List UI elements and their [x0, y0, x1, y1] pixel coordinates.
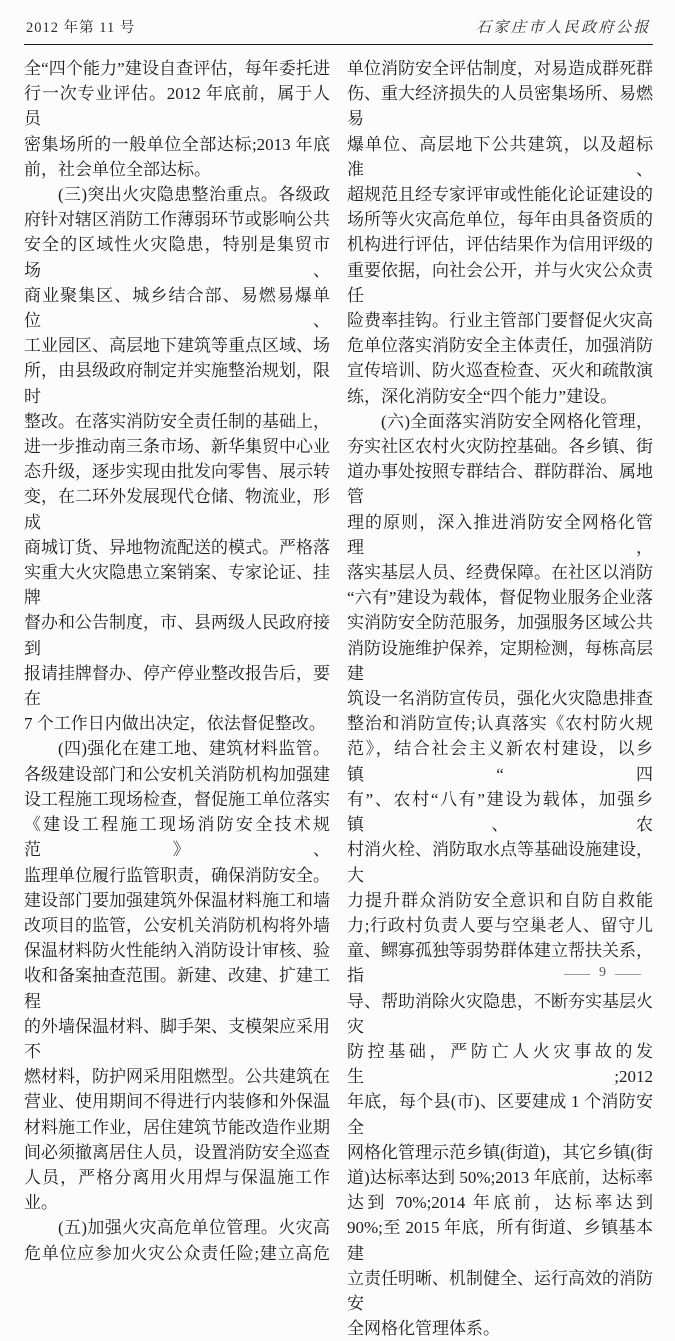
- text-line: 爆单位、高层地下公共建筑，以及超标准、: [347, 134, 653, 179]
- left-column: [24, 56, 330, 1341]
- text-line: 险费率挂钩。行业主管部门要督促火灾高: [347, 311, 653, 331]
- text-line: 力提升群众消防安全意识和自防自救能: [347, 890, 653, 910]
- text-line: 超规范且经专家评审或性能化论证建设的: [347, 185, 653, 205]
- text-line: 机构进行评估，评估结果作为信用评级的: [347, 235, 653, 255]
- text-line: 范》，结合社会主义新农村建设，以乡镇“四: [347, 739, 653, 784]
- footer-dash-right-icon: [615, 974, 641, 975]
- text-line: 立责任明晰、机制健全、运行高效的消防安: [347, 1268, 653, 1313]
- text-line: 设工程施工现场检查，督促施工单位落实: [24, 789, 330, 809]
- text-line: (三)突出火灾隐患整治重点。各级政: [58, 185, 330, 205]
- text-line: 整改。在落实消防安全责任制的基础上，: [24, 411, 330, 431]
- text-line: 落实基层人员、经费保障。在社区以消防: [347, 563, 653, 583]
- text-line: 夯实社区农村火灾防控基础。各乡镇、街: [347, 437, 653, 457]
- text-line: 燃材料，防护网采用阻燃型。公共建筑在: [24, 1067, 330, 1087]
- text-line: 行一次专业评估。2012 年底前，属于人员: [24, 84, 330, 129]
- text-line: 网格化管理示范乡镇(街道)，其它乡镇(街: [347, 1142, 653, 1162]
- text-line: 间必须撤离居住人员，设置消防安全巡查: [24, 1142, 330, 1162]
- text-line: 7 个工作日内做出决定，依法督促整改。: [24, 714, 326, 734]
- text-line: 导、帮助消除火灾隐患，不断夯实基层火灾: [347, 991, 653, 1036]
- text-line: 年底，每个县(市)、区要建成 1 个消防安全: [347, 1092, 653, 1137]
- page-header: [24, 14, 653, 44]
- text-line: (五)加强火灾高危单位管理。火灾高: [58, 1218, 330, 1238]
- text-line: 90%;至 2015 年底，所有街道、乡镇基本建: [347, 1218, 653, 1263]
- text-line: 各级建设部门和公安机关消防机构加强建: [24, 764, 330, 784]
- text-line: 前，社会单位全部达标。: [24, 159, 211, 179]
- text-line: 材料施工作业，居住建筑节能改造作业期: [24, 1117, 330, 1137]
- text-line: 进一步推动南三条市场、新华集贸中心业: [24, 437, 330, 457]
- text-line: 实重大火灾隐患立案销案、专家论证、挂牌: [24, 563, 330, 608]
- text-line: 建设部门要加强建筑外保温材料施工和墙: [24, 890, 330, 910]
- text-line: 力;行政村负责人要与空巢老人、留守儿: [347, 915, 653, 935]
- text-line: 态升级，逐步实现由批发向零售、展示转: [24, 462, 330, 482]
- text-line: 全“四个能力”建设自查评估，每年委托进: [24, 59, 330, 78]
- text-line: 宣传培训、防火巡查检查、灭火和疏散演: [347, 361, 653, 381]
- text-line: 改项目的监管，公安机关消防机构将外墙: [24, 915, 330, 935]
- text-line: 达到 70%;2014 年底前，达标率达到: [347, 1193, 653, 1213]
- text-line: 监理单位履行监管职责，确保消防安全。: [24, 865, 330, 885]
- paragraph: [24, 182, 330, 736]
- text-line: 府针对辖区消防工作薄弱环节或影响公共: [24, 210, 330, 230]
- header-rule: [24, 44, 653, 45]
- text-line: 消防设施维护保养，定期检测，每栋高层建: [347, 638, 653, 683]
- text-line: 重要依据，向社会公开，并与火灾公众责任: [347, 260, 653, 305]
- text-line: 商城订货、异地物流配送的模式。严格落: [24, 537, 330, 557]
- text-line: 单位消防安全评估制度，对易造成群死群: [347, 59, 653, 78]
- right-column: [347, 56, 653, 1341]
- text-line: 道)达标率达到 50%;2013 年底前，达标率: [347, 1167, 653, 1187]
- paragraph: [347, 409, 653, 1341]
- paragraph: [24, 56, 330, 182]
- document-body: [24, 56, 653, 1341]
- text-line: 伤、重大经济损失的人员密集场所、易燃易: [347, 84, 653, 129]
- text-line: 人员，严格分离用火用焊与保温施工作业。: [24, 1167, 330, 1213]
- paragraph: [347, 56, 653, 409]
- text-line: 筑设一名消防宣传员，强化火灾隐患排查: [347, 689, 653, 709]
- text-line: 全网格化管理体系。: [347, 1319, 500, 1339]
- page-number: 9: [599, 965, 606, 980]
- text-line: 危单位应参加火灾公众责任险;建立高危: [24, 1243, 330, 1263]
- text-line: “六有”建设为载体，督促物业服务企业落: [347, 588, 653, 608]
- text-line: 村消火栓、消防取水点等基础设施建设，大: [347, 840, 653, 885]
- text-line: 保温材料防火性能纳入消防设计审核、验: [24, 941, 330, 961]
- text-line: 商业聚集区、城乡结合部、易燃易爆单位、: [24, 285, 330, 331]
- publication-title: 石家庄市人民政府公报: [475, 20, 651, 36]
- text-line: 整治和消防宣传;认真落实《农村防火规: [347, 714, 653, 734]
- text-line: 童、鳏寡孤独等弱势群体建立帮扶关系，指: [347, 941, 653, 986]
- paragraph: [24, 736, 330, 1215]
- text-line: 报请挂牌督办、停产停业整改报告后，要在: [24, 663, 330, 709]
- text-line: 防控基础，严防亡人火灾事故的发生;2012: [347, 1041, 653, 1087]
- text-line: 变，在二环外发展现代仓储、物流业，形成: [24, 487, 330, 532]
- text-line: 的外墙保温材料、脚手架、支模架应采用不: [24, 1016, 330, 1061]
- issue-number: 2012 年第 11 号: [26, 20, 136, 36]
- text-line: 安全的区域性火灾隐患，特别是集贸市场、: [24, 235, 330, 280]
- paragraph: [24, 1215, 330, 1265]
- footer-dash-left-icon: [564, 974, 590, 975]
- text-line: 督办和公告制度，市、县两级人民政府接到: [24, 613, 330, 658]
- text-line: 道办事处按照专群结合、群防群治、属地管: [347, 462, 653, 507]
- text-line: 营业、使用期间不得进行内装修和外保温: [24, 1092, 330, 1112]
- text-line: 《建设工程施工现场消防安全技术规范》、: [24, 815, 330, 860]
- text-line: (四)强化在建工地、建筑材料监管。: [58, 739, 330, 759]
- text-line: 理的原则，深入推进消防安全网格化管理，: [347, 512, 653, 557]
- text-line: 练，深化消防安全“四个能力”建设。: [347, 386, 618, 406]
- text-line: 场所等火灾高危单位，每年由具备资质的: [347, 210, 653, 230]
- text-line: 工业园区、高层地下建筑等重点区域、场: [24, 336, 330, 356]
- text-line: 危单位落实消防安全主体责任，加强消防: [347, 336, 653, 356]
- page-footer: [564, 966, 641, 982]
- text-line: 所，由县级政府制定并实施整治规划，限时: [24, 361, 330, 406]
- text-line: 收和备案抽查范围。新建、改建、扩建工程: [24, 966, 330, 1011]
- text-line: 有”、农村“八有”建设为载体，加强乡镇、农: [347, 789, 653, 835]
- text-line: 密集场所的一般单位全部达标;2013 年底: [24, 134, 330, 154]
- text-line: 实消防安全防范服务，加强服务区域公共: [347, 613, 653, 633]
- text-line: (六)全面落实消防安全网格化管理，: [381, 411, 653, 431]
